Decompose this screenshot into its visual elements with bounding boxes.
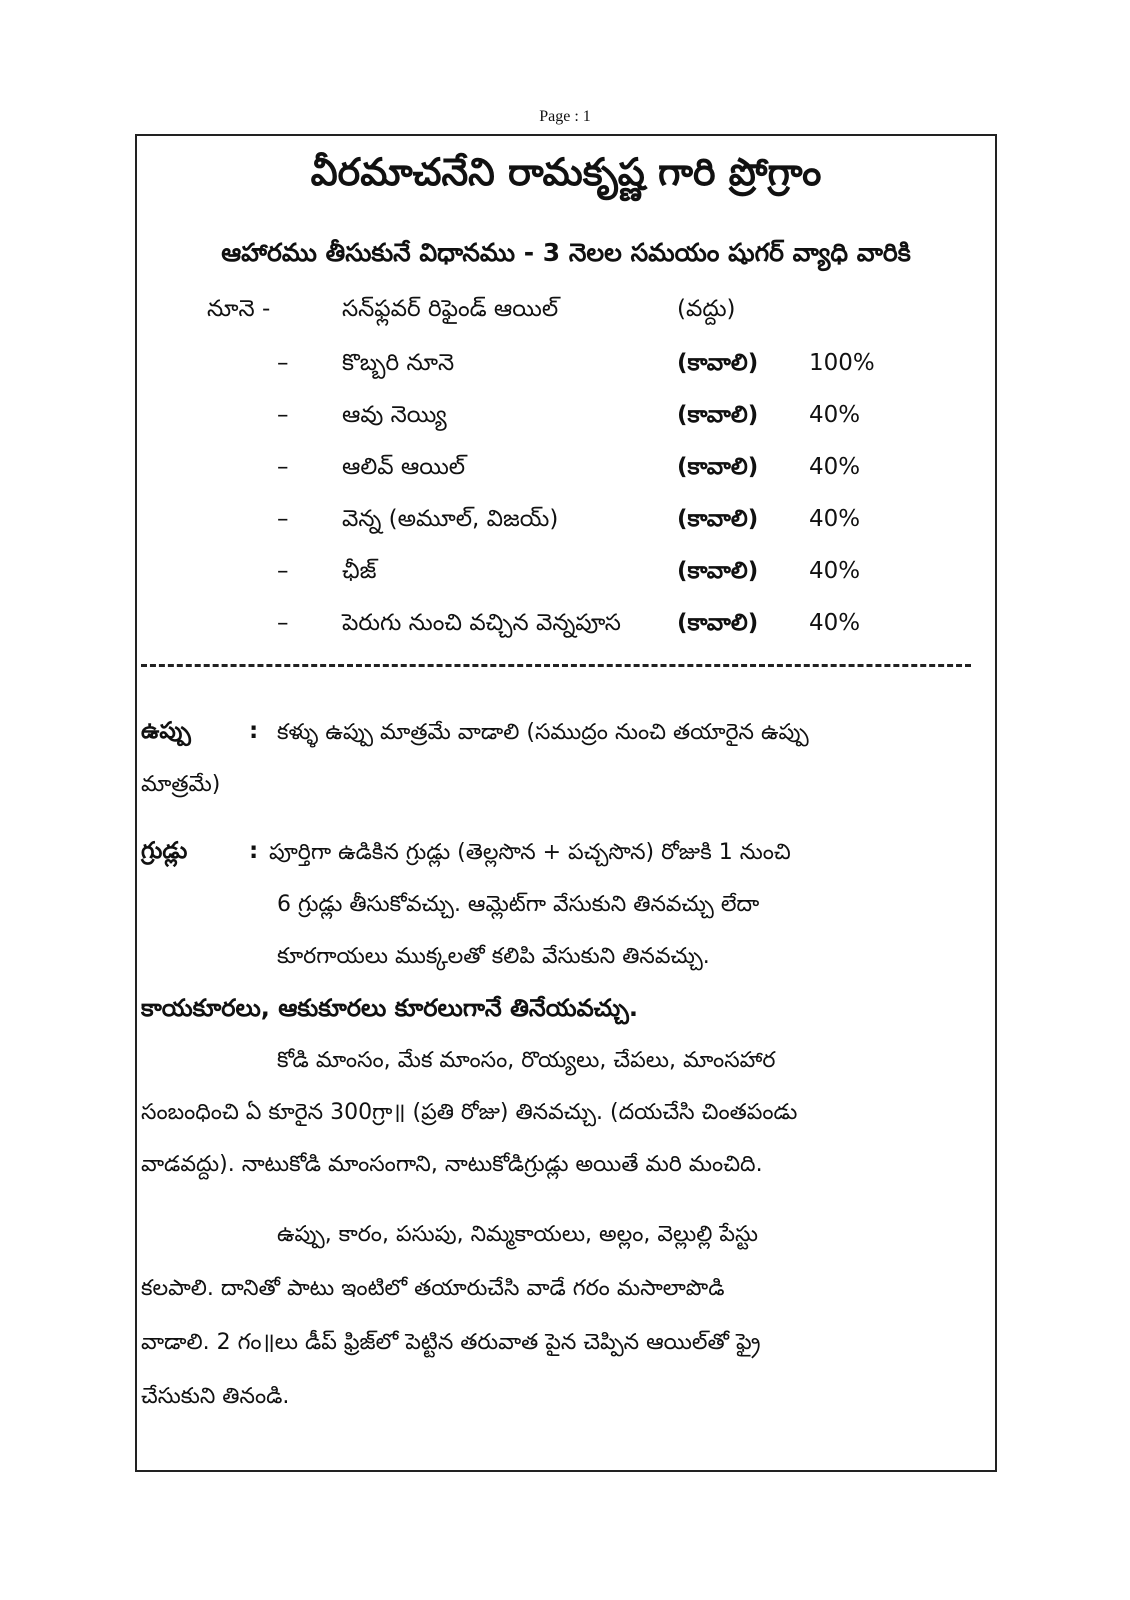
oil-row — [137, 402, 995, 442]
oil-dash: – — [277, 454, 289, 480]
oil-row — [137, 506, 995, 546]
meat-paragraph-line: వాడవద్దు). నాటుకోడి మాంసంగాని, నాటుకోడిగ్రుడ్లు అయితే మరి మంచిది. — [141, 1152, 763, 1177]
oil-name: కొబ్బరి నూనె — [342, 350, 455, 376]
oil-dash: – — [277, 558, 289, 584]
oil-status: (కావాలి) — [677, 350, 759, 376]
oil-name: ఆవు నెయ్యి — [342, 402, 447, 428]
oil-name: ఛీజ్ — [342, 558, 377, 584]
oil-row — [137, 350, 995, 390]
salt-text-line: మాత్రమే) — [141, 772, 221, 797]
salt-colon: : — [249, 718, 259, 744]
oil-percent: 40% — [809, 558, 861, 584]
oil-percent: 40% — [809, 506, 861, 532]
oil-status: (వద్దు) — [677, 296, 736, 322]
oil-row — [137, 558, 995, 598]
page-title: వీరమాచనేని రామకృష్ణ గారి ప్రోగ్రాం — [310, 150, 822, 194]
oil-status: (కావాలి) — [677, 402, 759, 428]
eggs-text-line: పూర్తిగా ఉడికిన గ్రుడ్లు (తెల్లసొన + పచ్చసొన) రోజుకి 1 నుంచి — [269, 840, 791, 865]
meat-paragraph-line: సంబంధించి ఏ కూరైన 300గ్రా॥ (ప్రతి రోజు) తినవచ్చు. (దయచేసి చింతపండు — [141, 1100, 798, 1125]
eggs-colon: : — [249, 838, 259, 864]
eggs-text-line: కూరగాయలు ముక్కలతో కలిపి వేసుకుని తినవచ్చు. — [277, 944, 710, 969]
dashed-divider — [141, 664, 971, 667]
oil-percent: 100% — [809, 350, 875, 376]
oil-percent: 40% — [809, 402, 861, 428]
oil-percent: 40% — [809, 610, 861, 636]
spice-paragraph-line: చేసుకుని తినండి. — [141, 1384, 290, 1409]
eggs-heading: గ్రుడ్లు — [141, 838, 188, 864]
spice-paragraph-line: వాడాలి. 2 గం॥లు డీప్ ఫ్రిజ్‌లో పెట్టిన తరువాత పైన చెప్పిన ఆయిల్‌తో ఫ్రై — [141, 1330, 761, 1355]
oil-name: సన్‌ఫ్లవర్ రిఫైండ్ ఆయిల్ — [342, 296, 559, 322]
salt-text-line: కళ్ళు ఉప్పు మాత్రమే వాడాలి (సముద్రం నుంచి తయారైన ఉప్పు — [277, 720, 809, 745]
oil-name: వెన్న (అమూల్, విజయ్) — [342, 506, 559, 532]
oil-percent: 40% — [809, 454, 861, 480]
salt-heading: ఉప్పు — [141, 718, 191, 744]
oil-status: (కావాలి) — [677, 454, 759, 480]
spice-paragraph-line: ఉప్పు, కారం, పసుపు, నిమ్మకాయలు, అల్లం, వెల్లుల్లి పేస్టు — [277, 1222, 759, 1247]
oil-dash: – — [277, 402, 289, 428]
eggs-text-line: 6 గ్రుడ్లు తీసుకోవచ్చు. ఆమ్లెట్‌గా వేసుకుని తినవచ్చు లేదా — [277, 892, 760, 917]
oil-name: పెరుగు నుంచి వచ్చిన వెన్నపూస — [342, 610, 621, 636]
meat-paragraph-line: కోడి మాంసం, మేక మాంసం, రొయ్యలు, చేపలు, మాంసహార — [277, 1048, 776, 1073]
oil-status: (కావాలి) — [677, 558, 759, 584]
oil-label: నూనె - — [207, 296, 271, 322]
spice-paragraph-line: కలపాలి. దానితో పాటు ఇంటిలో తయారుచేసి వాడే గరం మసాలాపొడి — [141, 1276, 725, 1301]
oil-row — [137, 454, 995, 494]
oil-row — [137, 296, 995, 336]
oil-dash: – — [277, 350, 289, 376]
page-number: Page : 1 — [539, 108, 591, 125]
oil-status: (కావాలి) — [677, 610, 759, 636]
oil-status: (కావాలి) — [677, 506, 759, 532]
oil-row — [137, 610, 995, 650]
oil-dash: – — [277, 610, 289, 636]
oil-dash: – — [277, 506, 289, 532]
oil-name: ఆలివ్ ఆయిల్ — [342, 454, 466, 480]
content-frame — [135, 134, 997, 1472]
page-subtitle: ఆహారము తీసుకునే విధానము - 3 నెలల సమయం షుగర్ వ్యాధి వారికి — [221, 238, 911, 267]
vegetables-line: కాయకూరలు, ఆకుకూరలు కూరలుగానే తినేయవచ్చు. — [141, 994, 639, 1022]
